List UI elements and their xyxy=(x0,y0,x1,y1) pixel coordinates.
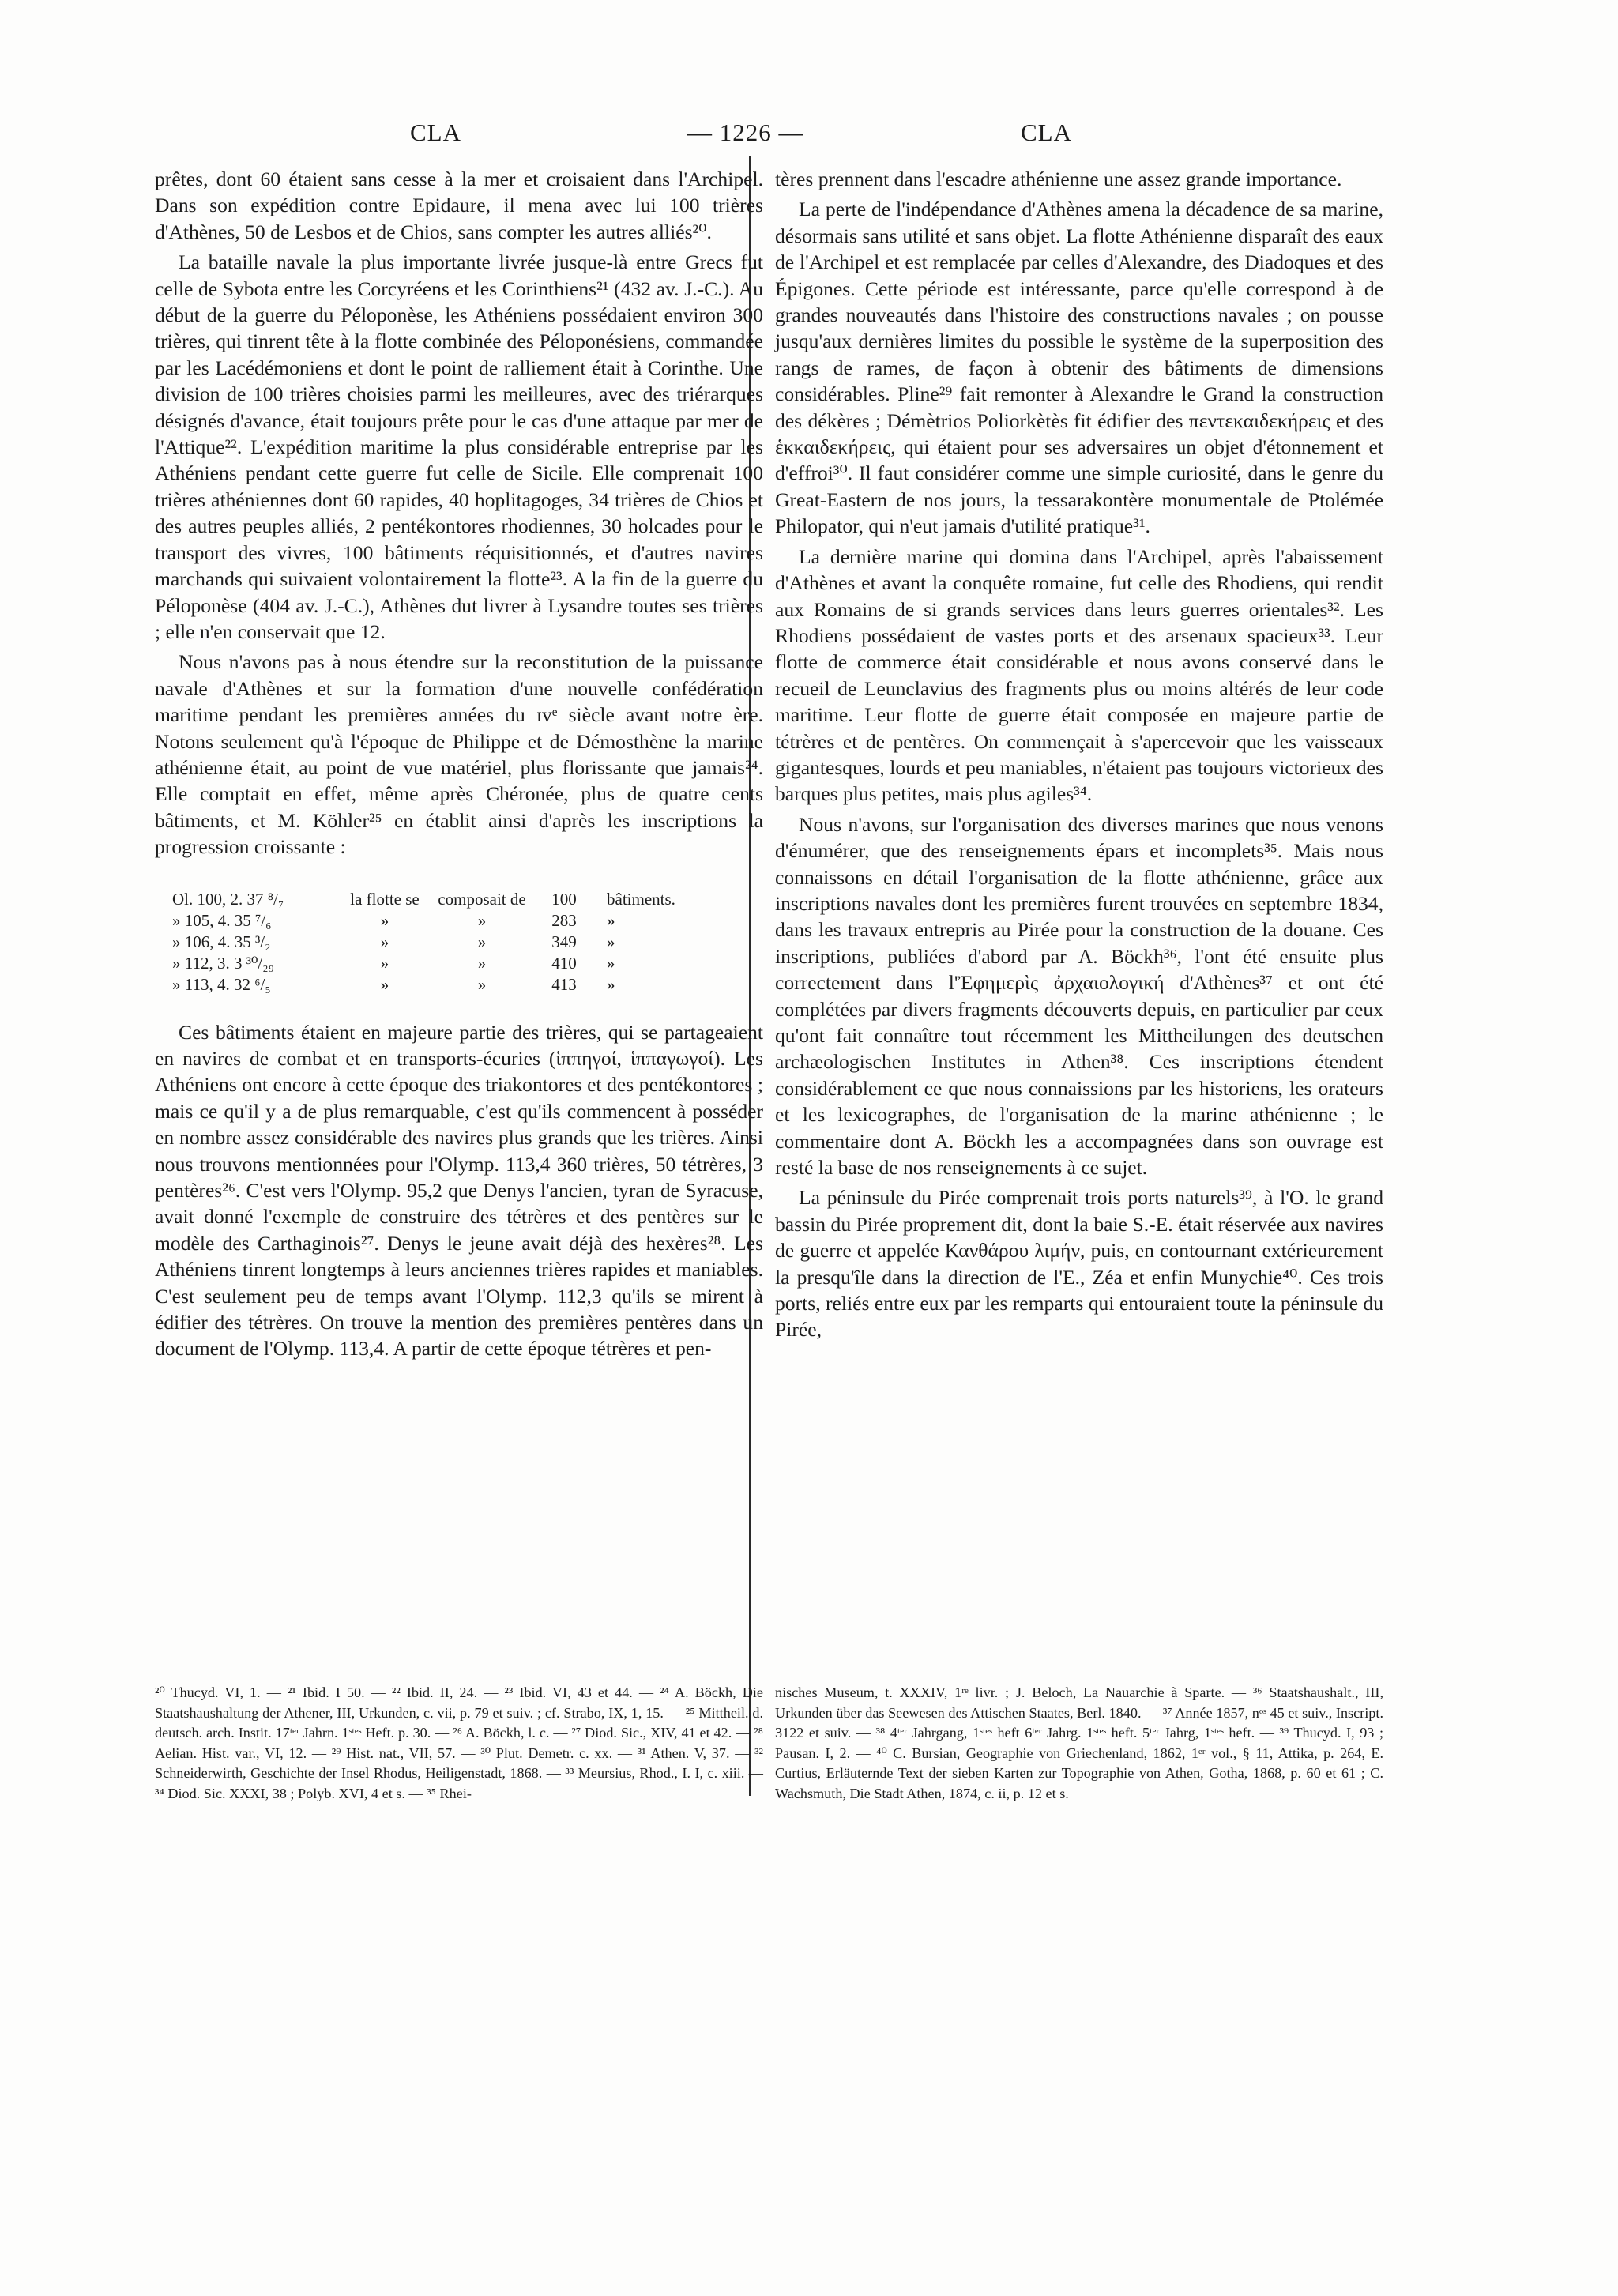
footnotes-right: nisches Museum, t. XXXIV, 1ʳᵉ livr. ; J. Beloch, La Nauarchie à Sparte. — ³⁶ Staatshaushalt., III, Urkunden über das Seewesen des Attischen Staates, Berl. 1840. — ³⁷ Année 1857, nᵒˢ 45 et suiv., Inscript. 3122 et suiv. — ³⁸ 4ᵗᵉʳ Jahrgang, 1ˢᵗᵉˢ heft 6ᵗᵉʳ Jahrg. 1ˢᵗᵉˢ heft. 5ᵗᵉʳ Jahrg, 1ˢᵗᵉˢ heft. — ³⁹ Thucyd. I, 93 ; Pausan. I, 2. — ⁴⁰ C. Bursian, Geographie von Griechenland, 1862, 1ᵉʳ vol., § 11, Attika, p. 264, E. Curtius, Erläuternde Text der sieben Karten zur Topographie von Athen, Gotha, 1868, p. 60 et 61 ; C. Wachsmuth, Die Stadt Athen, 1874, c. ii, p. 12 et s. xyxy=(775,1684,1383,1801)
table-cell: » xyxy=(380,910,389,930)
table-cell: Ol. 100, 2. 37 ⁸/₇ xyxy=(172,889,284,909)
table-cell: » xyxy=(607,910,615,930)
table-row xyxy=(155,889,763,910)
table-cell: » xyxy=(380,974,389,994)
table-cell: » xyxy=(380,932,389,951)
paragraph: Nous n'avons pas à nous étendre sur la reconstitution de la puissance navale d'Athènes et sur la formation d'une nouvelle confédération maritime pendant les premières années du ɪvᵉ siècle avant notre ère. Notons seulement qu'à l'époque de Philippe et de Démosthène la marine athénienne était, au point de vue matériel, plus florissante que jamais²⁴. Elle comptait en effet, même après Chéronée, plus de quatre cents bâtiments, et M. Köhler²⁵ en établit ainsi d'après les inscriptions la progression croissante : xyxy=(155,650,763,859)
table-cell: » 106, 4. 35 ³/₂ xyxy=(172,932,271,951)
table-cell: composait de xyxy=(438,889,526,909)
table-cell: 283 xyxy=(551,910,577,930)
paragraph: Ces bâtiments étaient en majeure partie des trières, qui se partageaient en navires de combat et en transports-écuries (ἱππηγοί, ἱππαγωγοί). Les Athéniens ont encore à cette époque des triakontores et des pentékontores ; mais ce qu'il y a de plus remarquable, c'est qu'ils commencent à posséder en nombre assez considérable des navires plus grands que les trières. Ainsi nous trouvons mentionnées pour l'Olymp. 113,4 360 trières, 50 tétrères, 3 pentères²⁶. C'est vers l'Olymp. 95,2 que Denys l'ancien, tyran de Syracuse, avait donné l'exemple de construire des tétrères et des pentères sur le modèle des Carthaginois²⁷. Denys le jeune avait déjà des hexères²⁸. Les Athéniens tinrent longtemps à leurs anciennes trières rapides et maniables. C'est seulement peu de temps avant l'Olymp. 112,3 qu'ils se mirent à édifier des tétrères. On trouve la mention des premières pentères dans un document de l'Olymp. 113,4. A partir de cette époque tétrères et pen- xyxy=(155,1020,763,1361)
table-cell: » xyxy=(607,932,615,951)
table-cell: » xyxy=(477,953,487,973)
table-cell: » xyxy=(607,953,615,973)
table-cell: » xyxy=(477,932,487,951)
table-row xyxy=(155,974,763,996)
left-column xyxy=(155,166,763,1362)
table-row xyxy=(155,932,763,953)
paragraph: tères prennent dans l'escadre athénienne une assez grande importance. xyxy=(775,167,1342,190)
page-number: — 1226 — xyxy=(687,119,804,146)
right-column xyxy=(775,166,1383,1343)
paragraph: La dernière marine qui domina dans l'Archipel, après l'abaissement d'Athènes et avant la conquête romaine, fut celle des Rhodiens, qui rendit aux Romains de si grands services dans leurs guerres orientales³². Les Rhodiens possédaient de vastes ports et des arsenaux spacieux³³. Leur flotte de commerce était considérable et nous avons conservé dans le recueil de Leunclavius des fragments plus ou moins altérés de leur code maritime. Leur flotte de guerre était composée en majeure partie de tétrères et de pentères. On commençait à s'apercevoir que les vaisseaux gigantesques, lourds et peu maniables, n'étaient pas toujours victorieux des barques plus petites, mais plus agiles³⁴. xyxy=(775,544,1383,806)
running-head-left: CLA xyxy=(410,119,461,146)
table-cell: la flotte se xyxy=(350,889,420,909)
table-cell: » xyxy=(477,974,487,994)
table-cell: » xyxy=(477,910,487,930)
table-row xyxy=(155,910,763,932)
paragraph: La perte de l'indépendance d'Athènes amena la décadence de sa marine, désormais sans utilité et sans objet. La flotte Athénienne disparaît des eaux de l'Archipel et est remplacée par celles d'Alexandre, des Diadoques et des Épigones. Cette période est intéressante, parce qu'elle correspond à de grandes nouveautés dans l'histoire des constructions navales ; on pousse jusqu'aux dernières limites du possible le système de la superposition des rangs de rames, de façon à obtenir des bâtiments de dimensions considérables. Pline²⁹ fait remonter à Alexandre le Grand la construction des dékères ; Démètrios Poliorkètès fit édifier des πεντεκαιδεκήρεις et des ἑκκαιδεκήρεις, qui étaient pour ses adversaires un objet d'étonnement et d'effroi³⁰. Il faut considérer comme une simple curiosité, dans le genre du Great-Eastern de nos jours, la tessarakontère monumentale de Ptolémée Philopator, qui n'eut jamais d'utilité pratique³¹. xyxy=(775,198,1383,538)
table-cell: » 113, 4. 32 ⁶/₅ xyxy=(172,974,271,994)
table-cell: 410 xyxy=(551,953,577,973)
table-row xyxy=(155,953,763,974)
running-head-right: CLA xyxy=(1021,119,1072,146)
table-cell: » xyxy=(380,953,389,973)
table-cell: » 112, 3. 3 ³⁰/₂₉ xyxy=(172,953,274,973)
table-cell: 100 xyxy=(551,889,577,909)
footnotes-left: ²⁰ Thucyd. VI, 1. — ²¹ Ibid. I 50. — ²² Ibid. II, 24. — ²³ Ibid. VI, 43 et 44. — ²⁴ A. Böckh, Die Staatshaushaltung der Athener, III, Urkunden, c. vii, p. 79 et suiv. ; cf. Strabo, IX, 1, 15. — ²⁵ Mittheil. d. deutsch. arch. Instit. 17ᵗᵉʳ Jahrn. 1ˢᵗᵉˢ Heft. p. 30. — ²⁶ A. Böckh, l. c. — ²⁷ Diod. Sic., XIV, 41 et 42. — ²⁸ Aelian. Hist. var., VI, 12. — ²⁹ Hist. nat., VII, 57. — ³⁰ Plut. Demetr. c. xx. — ³¹ Athen. V, 37. — ³² Schneiderwirth, Geschichte der Insel Rhodus, Heiligenstadt, 1868. — ³³ Meursius, Rhod., I. I, c. xiii. — ³⁴ Diod. Sic. XXXI, 38 ; Polyb. XVI, 4 et s. — ³⁵ Rhei- xyxy=(155,1684,763,1801)
paragraph: La péninsule du Pirée comprenait trois ports naturels³⁹, à l'O. le grand bassin du Pirée proprement dit, dont la baie S.-E. était réservée aux navires de guerre et appelée Κανθάρου λιμήν, puis, en contournant extérieurement la presqu'île dans la direction de l'E., Zéa et enfin Munychie⁴⁰. Ces trois ports, reliés entre eux par les remparts qui entouraient toute la péninsule du Pirée, xyxy=(775,1186,1383,1342)
fleet-progression-table xyxy=(155,889,763,996)
table-cell: 349 xyxy=(551,932,577,951)
table-cell: » 105, 4. 35 ⁷/₆ xyxy=(172,910,272,930)
table-cell: 413 xyxy=(551,974,577,994)
table-cell: bâtiments. xyxy=(607,889,675,909)
table-cell: » xyxy=(607,974,615,994)
paragraph: Nous n'avons, sur l'organisation des diverses marines que nous venons d'énumérer, que des renseignements épars et incomplets³⁵. Mais nous connaissons en détail l'organisation de la flotte athénienne, grâce aux inscriptions navales dont les premières furent trouvées en septembre 1834, dans les travaux entrepris au Pirée pour la construction de la douane. Ces inscriptions, publiées d'abord par A. Böckh³⁶, l'ont été ensuite plus correctement dans l'Ἐφημερὶς ἀρχαιολογική d'Athènes³⁷ et ont été complétées par divers fragments découverts depuis, en particulier par ceux qu'ont fait connaître tout récemment les Mittheilungen des deutschen archæologischen Institutes in Athen³⁸. Ces inscriptions étendent considérablement ce que nous connaissions par les historiens, les orateurs et les lexicographes, de l'organisation de la marine athénienne ; le commentaire dont A. Böckh les a accompagnées dans son ouvrage est resté la base de nos renseignements à ce sujet. xyxy=(775,812,1383,1180)
paragraph: La bataille navale la plus importante livrée jusque-là entre Grecs fut celle de Sybota entre les Corcyréens et les Corinthiens²¹ (432 av. J.-C.). Au début de la guerre du Péloponèse, les Athéniens possédaient environ 300 trières, qui tinrent tête à la flotte combinée des Péloponésiens, commandée par les Lacédémoniens et dont le point de ralliement était à Corinthe. Une division de 100 trières choisies parmi les meilleures, avec des triérarques désignés d'avance, était toujours prête pour le cas d'une attaque par mer de l'Attique²². L'expédition maritime la plus considérable entreprise par les Athéniens pendant cette guerre fut celle de Sicile. Elle comprenait 100 trières athéniennes dont 60 rapides, 40 hoplitagoges, 34 trières de Chios et des autres peuples alliés, 2 pentékontores rhodiennes, 30 holcades pour le transport des vivres, 100 bâtiments réquisitionnés, et d'autres navires marchands qui suivaient volontairement la flotte²³. A la fin de la guerre du Péloponèse (404 av. J.-C.), Athènes dut livrer à Lysandre toutes ses trières ; elle n'en conservait que 12. xyxy=(155,250,763,643)
paragraph: prêtes, dont 60 étaient sans cesse à la mer et croisaient dans l'Archipel. Dans son expédition contre Epidaure, il mena avec lui 100 trières d'Athènes, 50 de Lesbos et de Chios, sans compter les autres alliés²⁰. xyxy=(155,167,763,243)
